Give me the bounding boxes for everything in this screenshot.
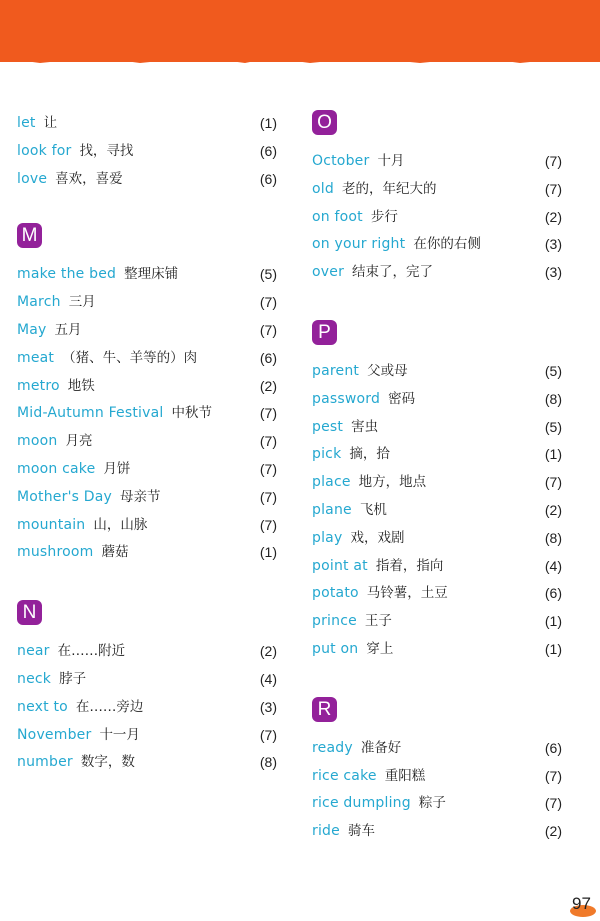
entry-chinese: 骑车 bbox=[347, 823, 375, 840]
entry-chinese: 月亮 bbox=[65, 433, 93, 450]
entry-english: make the bed bbox=[17, 266, 117, 283]
entry-unit: (3) bbox=[544, 236, 562, 253]
entry-unit: (6) bbox=[544, 739, 562, 756]
glossary-entry bbox=[17, 484, 277, 512]
glossary-entry bbox=[17, 666, 277, 694]
section-l-continued bbox=[17, 110, 277, 193]
entry-english: plane bbox=[312, 501, 352, 518]
letter-badge-n: N bbox=[17, 600, 42, 625]
entry-english: let bbox=[17, 115, 36, 131]
glossary-entry bbox=[312, 148, 562, 176]
entry-chinese: 脖子 bbox=[59, 670, 87, 687]
entry-english: pest bbox=[312, 418, 344, 435]
entry-unit: (7) bbox=[259, 433, 277, 450]
entry-unit: (2) bbox=[544, 208, 562, 225]
entry-english: near bbox=[17, 643, 50, 660]
entry-english: play bbox=[312, 529, 343, 546]
glossary-entry bbox=[17, 749, 277, 777]
glossary-entry bbox=[17, 317, 277, 345]
section-n bbox=[17, 600, 277, 777]
entry-chinese: 马铃薯，土豆 bbox=[366, 585, 448, 602]
entry-chinese: 整理床铺 bbox=[124, 266, 179, 283]
glossary-entry bbox=[312, 735, 562, 763]
entry-unit: (7) bbox=[544, 180, 562, 197]
entry-unit: (7) bbox=[259, 405, 277, 422]
glossary-entry bbox=[17, 428, 277, 456]
entry-english: on foot bbox=[312, 208, 363, 225]
entry-chinese: 地方，地点 bbox=[358, 474, 427, 491]
entry-chinese: 在你的右侧 bbox=[413, 236, 481, 253]
glossary-entry bbox=[312, 553, 562, 581]
glossary-entry bbox=[17, 400, 277, 428]
entry-english: meat bbox=[17, 349, 55, 366]
entry-english: moon bbox=[17, 433, 58, 450]
entry-chinese: （猪、牛、羊等的）肉 bbox=[62, 349, 198, 366]
entry-unit: (6) bbox=[259, 349, 277, 366]
glossary-entry bbox=[17, 166, 277, 194]
entry-english: place bbox=[312, 474, 351, 491]
entry-unit: (7) bbox=[544, 795, 562, 812]
entry-unit: (1) bbox=[544, 446, 562, 463]
entry-unit: (7) bbox=[259, 516, 277, 533]
entry-chinese: 喜欢，喜爱 bbox=[55, 170, 123, 187]
entry-chinese: 地铁 bbox=[67, 377, 95, 394]
entry-english: Mother's Day bbox=[17, 488, 113, 505]
entry-english: over bbox=[312, 264, 345, 281]
entry-english: old bbox=[312, 180, 334, 197]
entry-unit: (2) bbox=[544, 501, 562, 518]
entry-english: Mid-Autumn Festival bbox=[17, 405, 164, 422]
entry-chinese: 步行 bbox=[370, 208, 398, 225]
entry-unit: (7) bbox=[259, 488, 277, 505]
entry-english: number bbox=[17, 754, 73, 771]
glossary-entry bbox=[312, 497, 562, 525]
entry-chinese: 戏，戏剧 bbox=[350, 529, 405, 546]
entry-english: ready bbox=[312, 739, 353, 756]
entry-chinese: 母亲节 bbox=[120, 488, 161, 505]
section-r bbox=[312, 697, 562, 846]
entry-unit: (1) bbox=[259, 115, 277, 131]
entry-unit: (6) bbox=[259, 142, 277, 159]
entry-english: potato bbox=[312, 585, 359, 602]
entry-english: rice dumpling bbox=[312, 795, 411, 812]
glossary-entry bbox=[17, 456, 277, 484]
glossary-entry bbox=[17, 722, 277, 750]
section-p bbox=[312, 320, 562, 664]
glossary-entry bbox=[17, 373, 277, 401]
entry-english: moon cake bbox=[17, 460, 96, 477]
glossary-entry bbox=[312, 386, 562, 414]
entry-unit: (4) bbox=[544, 557, 562, 574]
entry-english: look for bbox=[17, 142, 72, 159]
glossary-entry bbox=[312, 469, 562, 497]
entry-chinese: 密码 bbox=[388, 390, 416, 407]
entry-unit: (1) bbox=[544, 640, 562, 657]
glossary-entry bbox=[17, 261, 277, 289]
entry-chinese: 摘，拾 bbox=[349, 446, 390, 463]
entry-unit: (1) bbox=[259, 544, 277, 561]
entry-unit: (7) bbox=[544, 153, 562, 169]
entry-unit: (7) bbox=[259, 321, 277, 338]
glossary-entry bbox=[312, 580, 562, 608]
entry-unit: (6) bbox=[544, 585, 562, 602]
entry-unit: (7) bbox=[259, 460, 277, 477]
glossary-entry bbox=[17, 138, 277, 166]
entry-chinese: 指着，指向 bbox=[375, 557, 444, 574]
letter-badge-r: R bbox=[312, 697, 337, 722]
entry-unit: (2) bbox=[544, 823, 562, 840]
glossary-entry bbox=[312, 204, 562, 232]
glossary-entry bbox=[17, 345, 277, 373]
entry-english: password bbox=[312, 390, 381, 407]
glossary-entry bbox=[17, 512, 277, 540]
glossary-entry bbox=[312, 763, 562, 791]
entry-english: parent bbox=[312, 362, 360, 379]
glossary-entry bbox=[17, 289, 277, 317]
entry-english: neck bbox=[17, 670, 52, 687]
glossary-entry bbox=[312, 176, 562, 204]
entry-chinese: 王子 bbox=[364, 613, 392, 630]
entry-chinese: 中秋节 bbox=[171, 405, 213, 422]
entry-unit: (5) bbox=[544, 362, 562, 379]
entry-chinese: 重阳糕 bbox=[384, 767, 426, 784]
section-m bbox=[17, 223, 277, 567]
glossary-right-column bbox=[312, 110, 562, 846]
torn-edge-decoration bbox=[0, 56, 600, 68]
entry-english: March bbox=[17, 294, 61, 311]
entry-chinese: 在……旁边 bbox=[75, 698, 144, 715]
entry-unit: (3) bbox=[544, 264, 562, 281]
glossary-entry bbox=[312, 441, 562, 469]
entry-english: put on bbox=[312, 640, 359, 657]
entry-unit: (7) bbox=[544, 767, 562, 784]
entry-chinese: 找，寻找 bbox=[79, 142, 134, 159]
entry-unit: (6) bbox=[259, 170, 277, 187]
entry-unit: (4) bbox=[259, 670, 277, 687]
entry-english: ride bbox=[312, 823, 340, 840]
glossary-entry bbox=[312, 414, 562, 442]
entry-chinese: 月饼 bbox=[103, 460, 131, 477]
entry-chinese: 十月 bbox=[377, 153, 405, 169]
entry-unit: (5) bbox=[544, 418, 562, 435]
entry-english: mountain bbox=[17, 516, 86, 533]
entry-chinese: 粽子 bbox=[418, 795, 446, 812]
entry-chinese: 让 bbox=[43, 115, 58, 131]
glossary-entry bbox=[312, 525, 562, 553]
entry-unit: (2) bbox=[259, 377, 277, 394]
entry-english: metro bbox=[17, 377, 60, 394]
section-o bbox=[312, 110, 562, 287]
entry-chinese: 穿上 bbox=[366, 640, 394, 657]
glossary-entry bbox=[312, 358, 562, 386]
entry-english: love bbox=[17, 170, 48, 187]
entry-english: November bbox=[17, 726, 92, 743]
glossary-entry bbox=[312, 790, 562, 818]
entry-english: May bbox=[17, 321, 47, 338]
glossary-entry bbox=[17, 694, 277, 722]
glossary-entry bbox=[17, 110, 277, 138]
glossary-entry bbox=[312, 231, 562, 259]
entry-unit: (8) bbox=[544, 390, 562, 407]
entry-unit: (1) bbox=[544, 613, 562, 630]
entry-chinese: 害虫 bbox=[351, 418, 379, 435]
entry-chinese: 山，山脉 bbox=[93, 516, 148, 533]
entry-unit: (5) bbox=[259, 266, 277, 283]
glossary-entry bbox=[312, 608, 562, 636]
glossary-left-column bbox=[17, 110, 277, 777]
entry-english: pick bbox=[312, 446, 342, 463]
glossary-entry bbox=[312, 259, 562, 287]
entry-chinese: 三月 bbox=[68, 294, 96, 311]
entry-unit: (8) bbox=[544, 529, 562, 546]
entry-chinese: 飞机 bbox=[359, 501, 387, 518]
entry-unit: (7) bbox=[259, 294, 277, 311]
entry-chinese: 十一月 bbox=[99, 726, 140, 743]
entry-unit: (2) bbox=[259, 643, 277, 660]
entry-chinese: 蘑菇 bbox=[101, 544, 129, 561]
entry-unit: (8) bbox=[259, 754, 277, 771]
entry-chinese: 五月 bbox=[54, 321, 82, 338]
glossary-entry bbox=[17, 638, 277, 666]
entry-chinese: 父或母 bbox=[367, 362, 408, 379]
letter-badge-p: P bbox=[312, 320, 337, 345]
entry-english: point at bbox=[312, 557, 368, 574]
entry-english: next to bbox=[17, 698, 68, 715]
entry-chinese: 准备好 bbox=[360, 739, 402, 756]
entry-unit: (3) bbox=[259, 698, 277, 715]
entry-english: rice cake bbox=[312, 767, 377, 784]
top-banner bbox=[0, 0, 600, 62]
glossary-entry bbox=[312, 818, 562, 846]
page-number: 97 bbox=[572, 894, 591, 913]
entry-english: mushroom bbox=[17, 544, 94, 561]
entry-chinese: 在……附近 bbox=[57, 643, 126, 660]
entry-english: prince bbox=[312, 613, 357, 630]
entry-unit: (7) bbox=[544, 474, 562, 491]
entry-unit: (7) bbox=[259, 726, 277, 743]
entry-chinese: 结束了，完了 bbox=[352, 264, 434, 281]
letter-badge-o: O bbox=[312, 110, 337, 135]
entry-english: October bbox=[312, 153, 370, 169]
letter-badge-m: M bbox=[17, 223, 42, 248]
entry-chinese: 数字，数 bbox=[80, 754, 135, 771]
entry-english: on your right bbox=[312, 236, 406, 253]
glossary-entry bbox=[17, 539, 277, 567]
entry-chinese: 老的，年纪大的 bbox=[341, 180, 437, 197]
glossary-entry bbox=[312, 636, 562, 664]
